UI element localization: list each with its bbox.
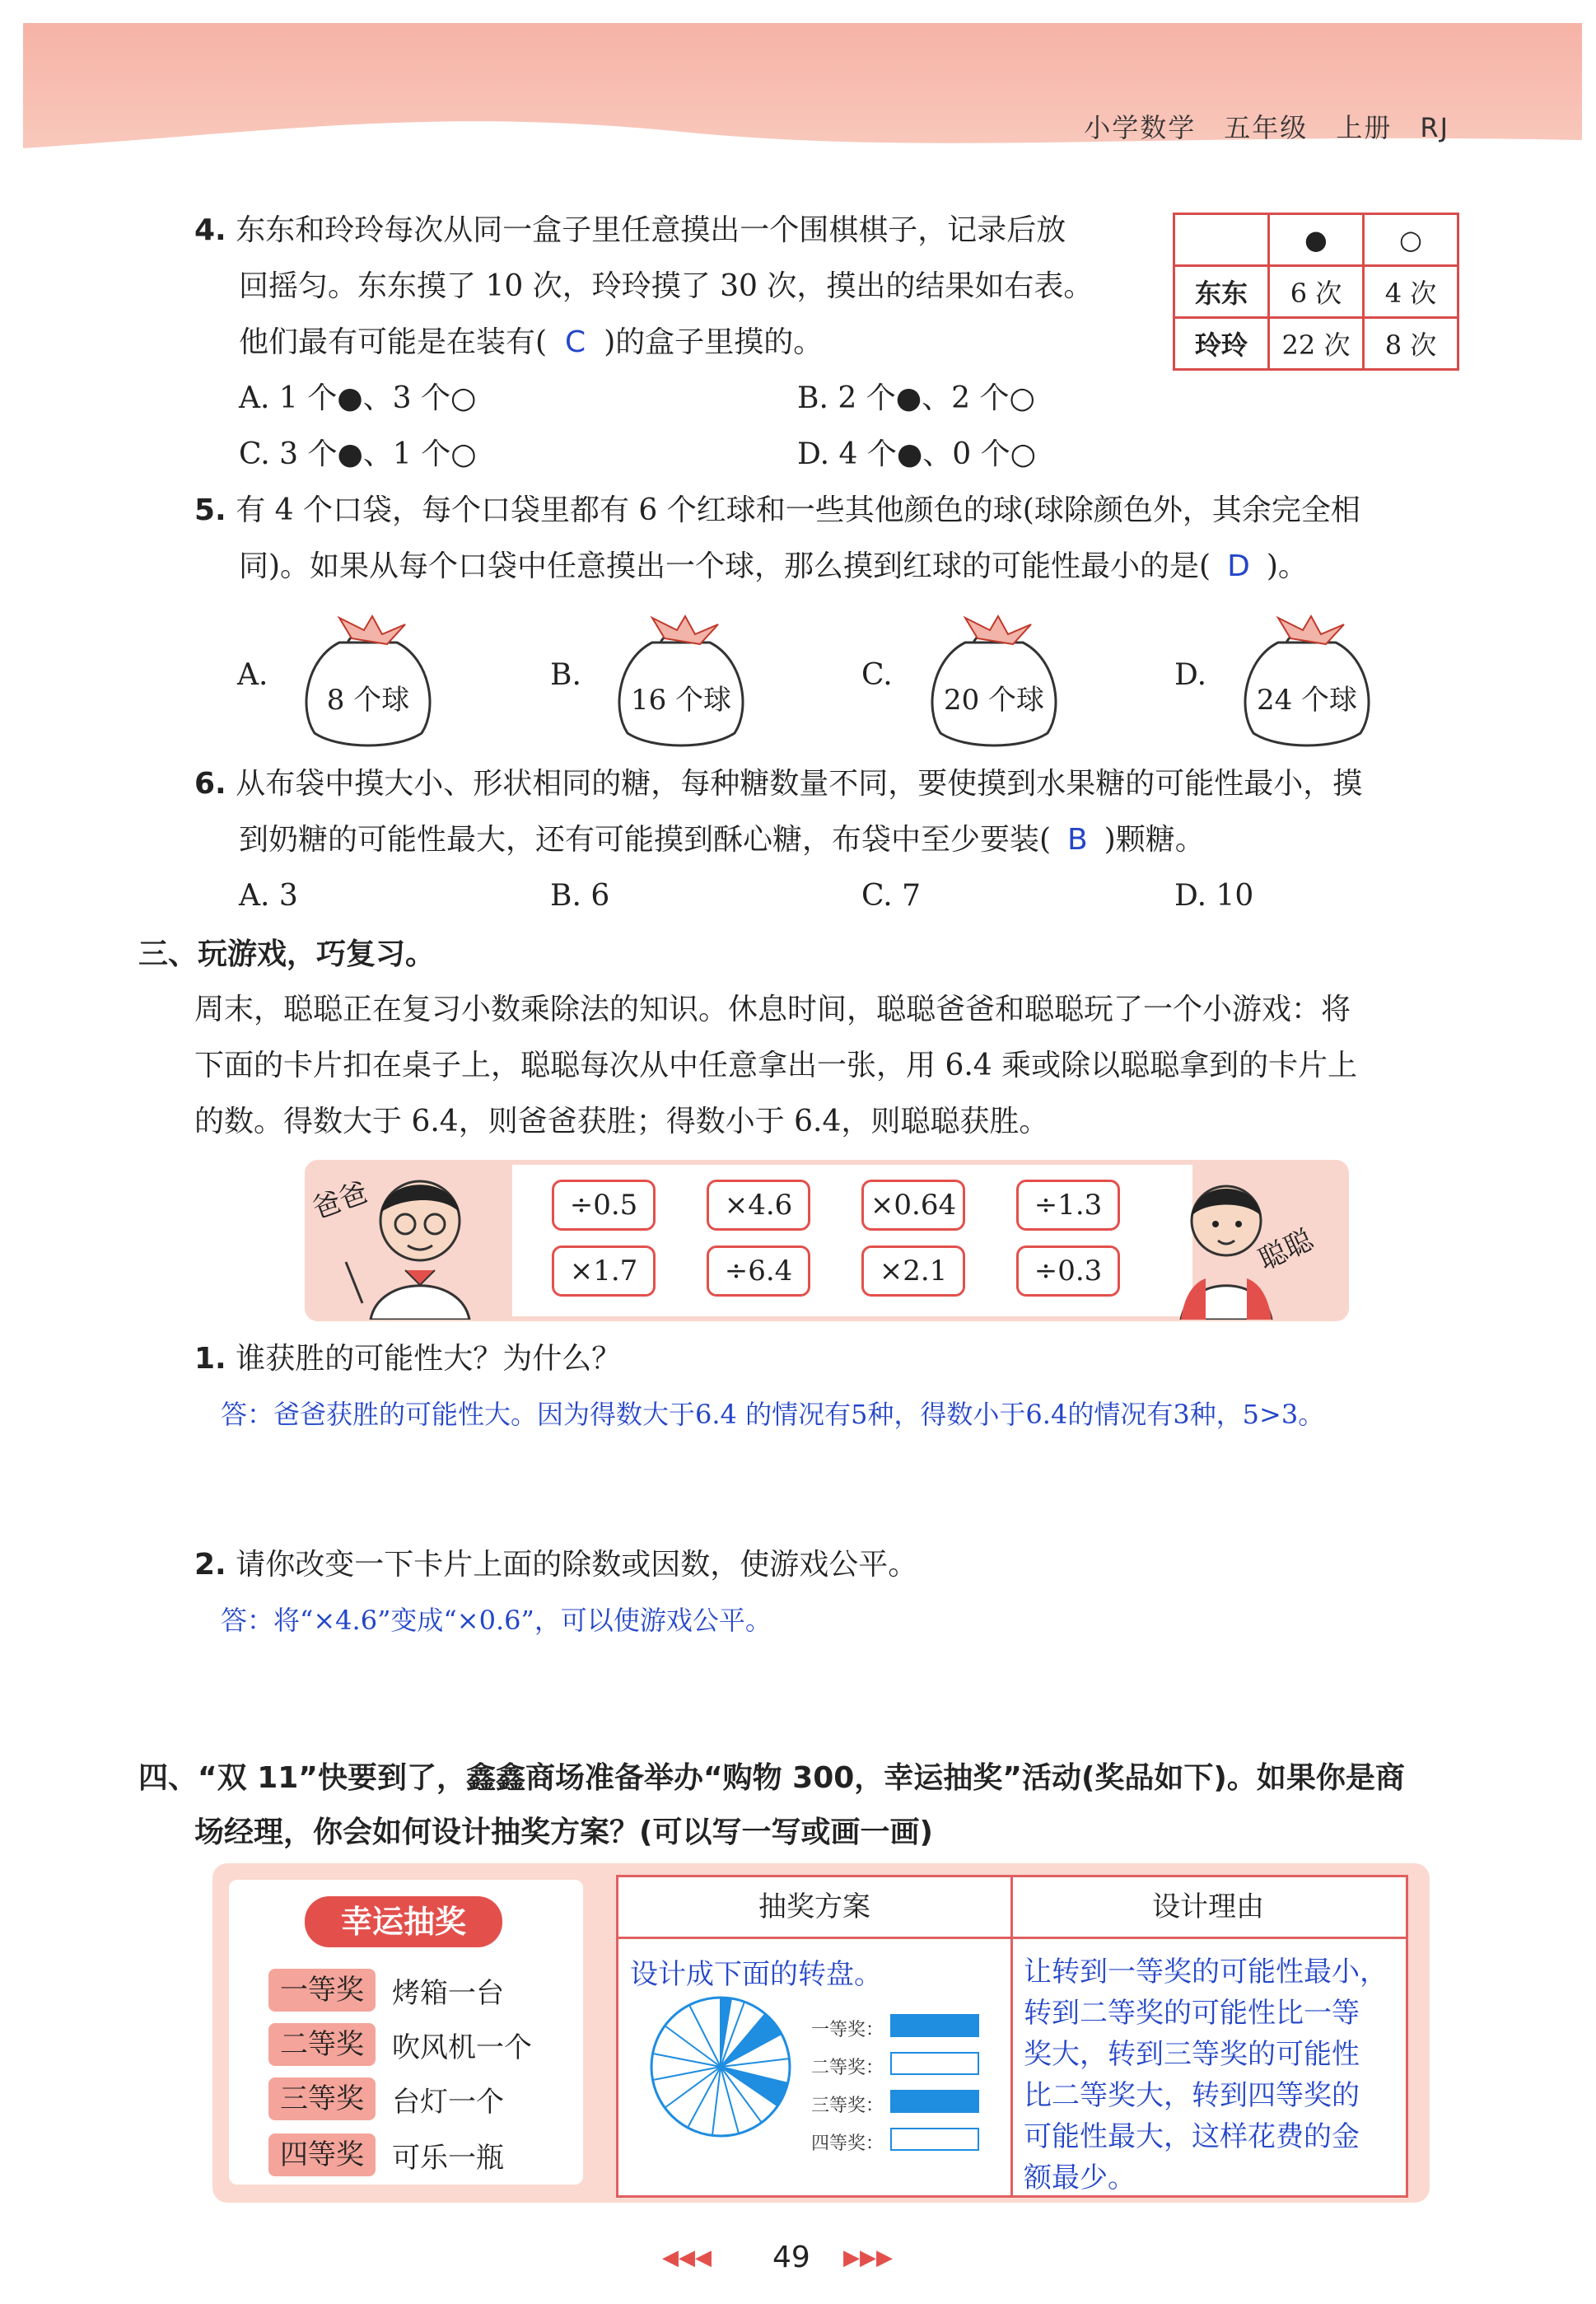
s3-q2: 2. 请你改变一下卡片上面的除数或因数，使游戏公平。 bbox=[194, 1548, 918, 1582]
lucky-draw-title: 幸运抽奖 bbox=[305, 1896, 502, 1947]
q5-line2: 同)。如果从每个口袋中任意摸出一个球，那么摸到红球的可能性最小的是( D )。 bbox=[239, 549, 1308, 583]
bag-icon bbox=[290, 601, 446, 750]
reason-text: 让转到一等奖的可能性最小， 转到二等奖的可能性比一等 奖大，转到三等奖的可能性 比二等奖大，转到四等奖的 可能性最大，这样花费的金 额最少。 bbox=[1024, 1956, 1388, 2194]
q5-answer: D bbox=[1227, 549, 1250, 583]
legend-swatch-1 bbox=[890, 2014, 979, 2037]
q6-line2: 到奶糖的可能性最大，还有可能摸到酥心糖，布袋中至少要装( B )颗糖。 bbox=[239, 823, 1205, 857]
q4-result-table: ● ○ 东东 6 次 4 次 玲玲 22 次 8 次 bbox=[1173, 213, 1459, 371]
q5-line1: 5. 有 4 个口袋，每个口袋里都有 6 个红球和一些其他颜色的球(球除颜色外，其余完全相 bbox=[194, 493, 1360, 527]
spinner-wheel bbox=[646, 1993, 795, 2141]
prize-tag-4: 四等奖 bbox=[268, 2133, 376, 2176]
prize-item-1: 烤箱一台 bbox=[392, 1977, 504, 2010]
prize-tag-2: 二等奖 bbox=[268, 2023, 376, 2066]
section4-line2: 场经理，你会如何设计抽奖方案？(可以写一写或画一画) bbox=[194, 1816, 933, 1849]
prize-tag-3: 三等奖 bbox=[268, 2077, 376, 2120]
card: ÷0.3 bbox=[1016, 1245, 1120, 1297]
section3-p1: 周末，聪聪正在复习小数乘除法的知识。休息时间，聪聪爸爸和聪聪玩了一个小游戏：将 bbox=[194, 993, 1351, 1026]
legend-label-3: 三等奖： bbox=[811, 2096, 884, 2116]
legend-label-4: 四等奖： bbox=[811, 2133, 884, 2154]
legend-swatch-2 bbox=[890, 2052, 979, 2075]
grade: 五年级 bbox=[1224, 112, 1309, 143]
book-info bbox=[1056, 107, 1449, 145]
next-arrows-icon: ▶▶▶ bbox=[843, 2246, 893, 2270]
q4-line1: 4. 东东和玲玲每次从同一盒子里任意摸出一个围棋棋子，记录后放 bbox=[194, 213, 1066, 247]
volume: 上册 bbox=[1336, 112, 1393, 143]
q6-line1: 6. 从布袋中摸大小、形状相同的糖，每种糖数量不同，要使摸到水果糖的可能性最小，摸 bbox=[194, 767, 1363, 801]
q6-option-b: B. 6 bbox=[550, 879, 610, 913]
bag-c: 20 个球 bbox=[916, 601, 1072, 750]
page-number: 49 bbox=[772, 2241, 810, 2274]
q6-option-a: A. 3 bbox=[239, 879, 298, 913]
section3-p3: 的数。得数大于 6.4，则爸爸获胜；得数小于 6.4，则聪聪获胜。 bbox=[194, 1105, 1049, 1138]
prev-arrows-icon: ◀◀◀ bbox=[662, 2246, 712, 2270]
section3-p2: 下面的卡片扣在桌子上，聪聪每次从中任意拿出一张，用 6.4 乘或除以聪聪拿到的卡片上 bbox=[194, 1049, 1358, 1082]
q4-answer: C bbox=[565, 325, 586, 359]
col-plan-header: 抽奖方案 bbox=[758, 1890, 870, 1923]
plan-text: 设计成下面的转盘。 bbox=[630, 1958, 882, 1991]
plan-table bbox=[616, 1875, 1408, 2198]
card: ÷1.3 bbox=[1016, 1180, 1120, 1231]
legend-label-2: 二等奖： bbox=[811, 2058, 884, 2078]
bag-option-d: D. bbox=[1174, 658, 1207, 692]
card: ×1.7 bbox=[552, 1245, 656, 1297]
bag-option-b: B. bbox=[550, 658, 581, 692]
s3-a2: 答：将“×4.6”变成“×0.6”，可以使游戏公平。 bbox=[221, 1605, 772, 1636]
q4-option-d: D. 4 个●、0 个○ bbox=[797, 437, 1036, 471]
bag-d: 24 个球 bbox=[1229, 601, 1385, 750]
white-stone-icon: ○ bbox=[1364, 214, 1458, 266]
legend-swatch-3 bbox=[890, 2090, 979, 2113]
legend-label-1: 一等奖： bbox=[811, 2020, 884, 2040]
bag-icon bbox=[916, 601, 1072, 750]
q4-line3: 他们最有可能是在装有( C )的盒子里摸的。 bbox=[239, 325, 824, 359]
legend-swatch-4 bbox=[890, 2128, 979, 2151]
prize-item-4: 可乐一瓶 bbox=[392, 2142, 504, 2175]
q6-option-d: D. 10 bbox=[1174, 879, 1254, 913]
s3-q1: 1. 谁获胜的可能性大？为什么？ bbox=[194, 1342, 622, 1376]
bag-option-c: C. bbox=[861, 658, 893, 692]
section3-title: 三、玩游戏，巧复习。 bbox=[138, 937, 436, 971]
q6-option-c: C. 7 bbox=[861, 879, 922, 913]
q4-option-b: B. 2 个●、2 个○ bbox=[797, 381, 1035, 415]
q4-line2: 回摇匀。东东摸了 10 次，玲玲摸了 30 次，摸出的结果如右表。 bbox=[239, 269, 1094, 303]
bag-a: 8 个球 bbox=[290, 601, 446, 750]
q6-answer: B bbox=[1067, 823, 1088, 857]
card: ÷6.4 bbox=[707, 1245, 810, 1297]
section4-line1: 四、“双 11”快要到了，鑫鑫商场准备举办“购物 300，幸运抽奖”活动(奖品如下)。如果你是商 bbox=[138, 1761, 1405, 1795]
q4-option-c: C. 3 个●、1 个○ bbox=[239, 437, 477, 471]
bag-icon bbox=[603, 601, 759, 750]
q4-option-a: A. 1 个●、3 个○ bbox=[239, 381, 477, 415]
bag-option-a: A. bbox=[237, 658, 268, 692]
card: ×4.6 bbox=[707, 1180, 810, 1231]
s3-a1: 答：爸爸获胜的可能性大。因为得数大于6.4 的情况有5种，得数小于6.4的情况有3种，5>3。 bbox=[221, 1399, 1325, 1430]
subject: 小学数学 bbox=[1084, 112, 1197, 143]
prize-item-3: 台灯一个 bbox=[392, 2086, 504, 2119]
prize-tag-1: 一等奖 bbox=[268, 1969, 376, 2012]
card: ×2.1 bbox=[861, 1245, 965, 1297]
black-stone-icon: ● bbox=[1269, 214, 1364, 266]
bag-b: 16 个球 bbox=[603, 601, 759, 750]
card: ÷0.5 bbox=[552, 1180, 656, 1231]
edition: RJ bbox=[1420, 112, 1449, 143]
prize-item-2: 吹风机一个 bbox=[392, 2031, 532, 2064]
bag-icon bbox=[1229, 601, 1385, 750]
col-reason-header: 设计理由 bbox=[1152, 1890, 1264, 1923]
dad-label: 爸爸 bbox=[308, 1175, 372, 1227]
card: ×0.64 bbox=[861, 1180, 965, 1231]
kid-label: 聪聪 bbox=[1253, 1223, 1318, 1278]
